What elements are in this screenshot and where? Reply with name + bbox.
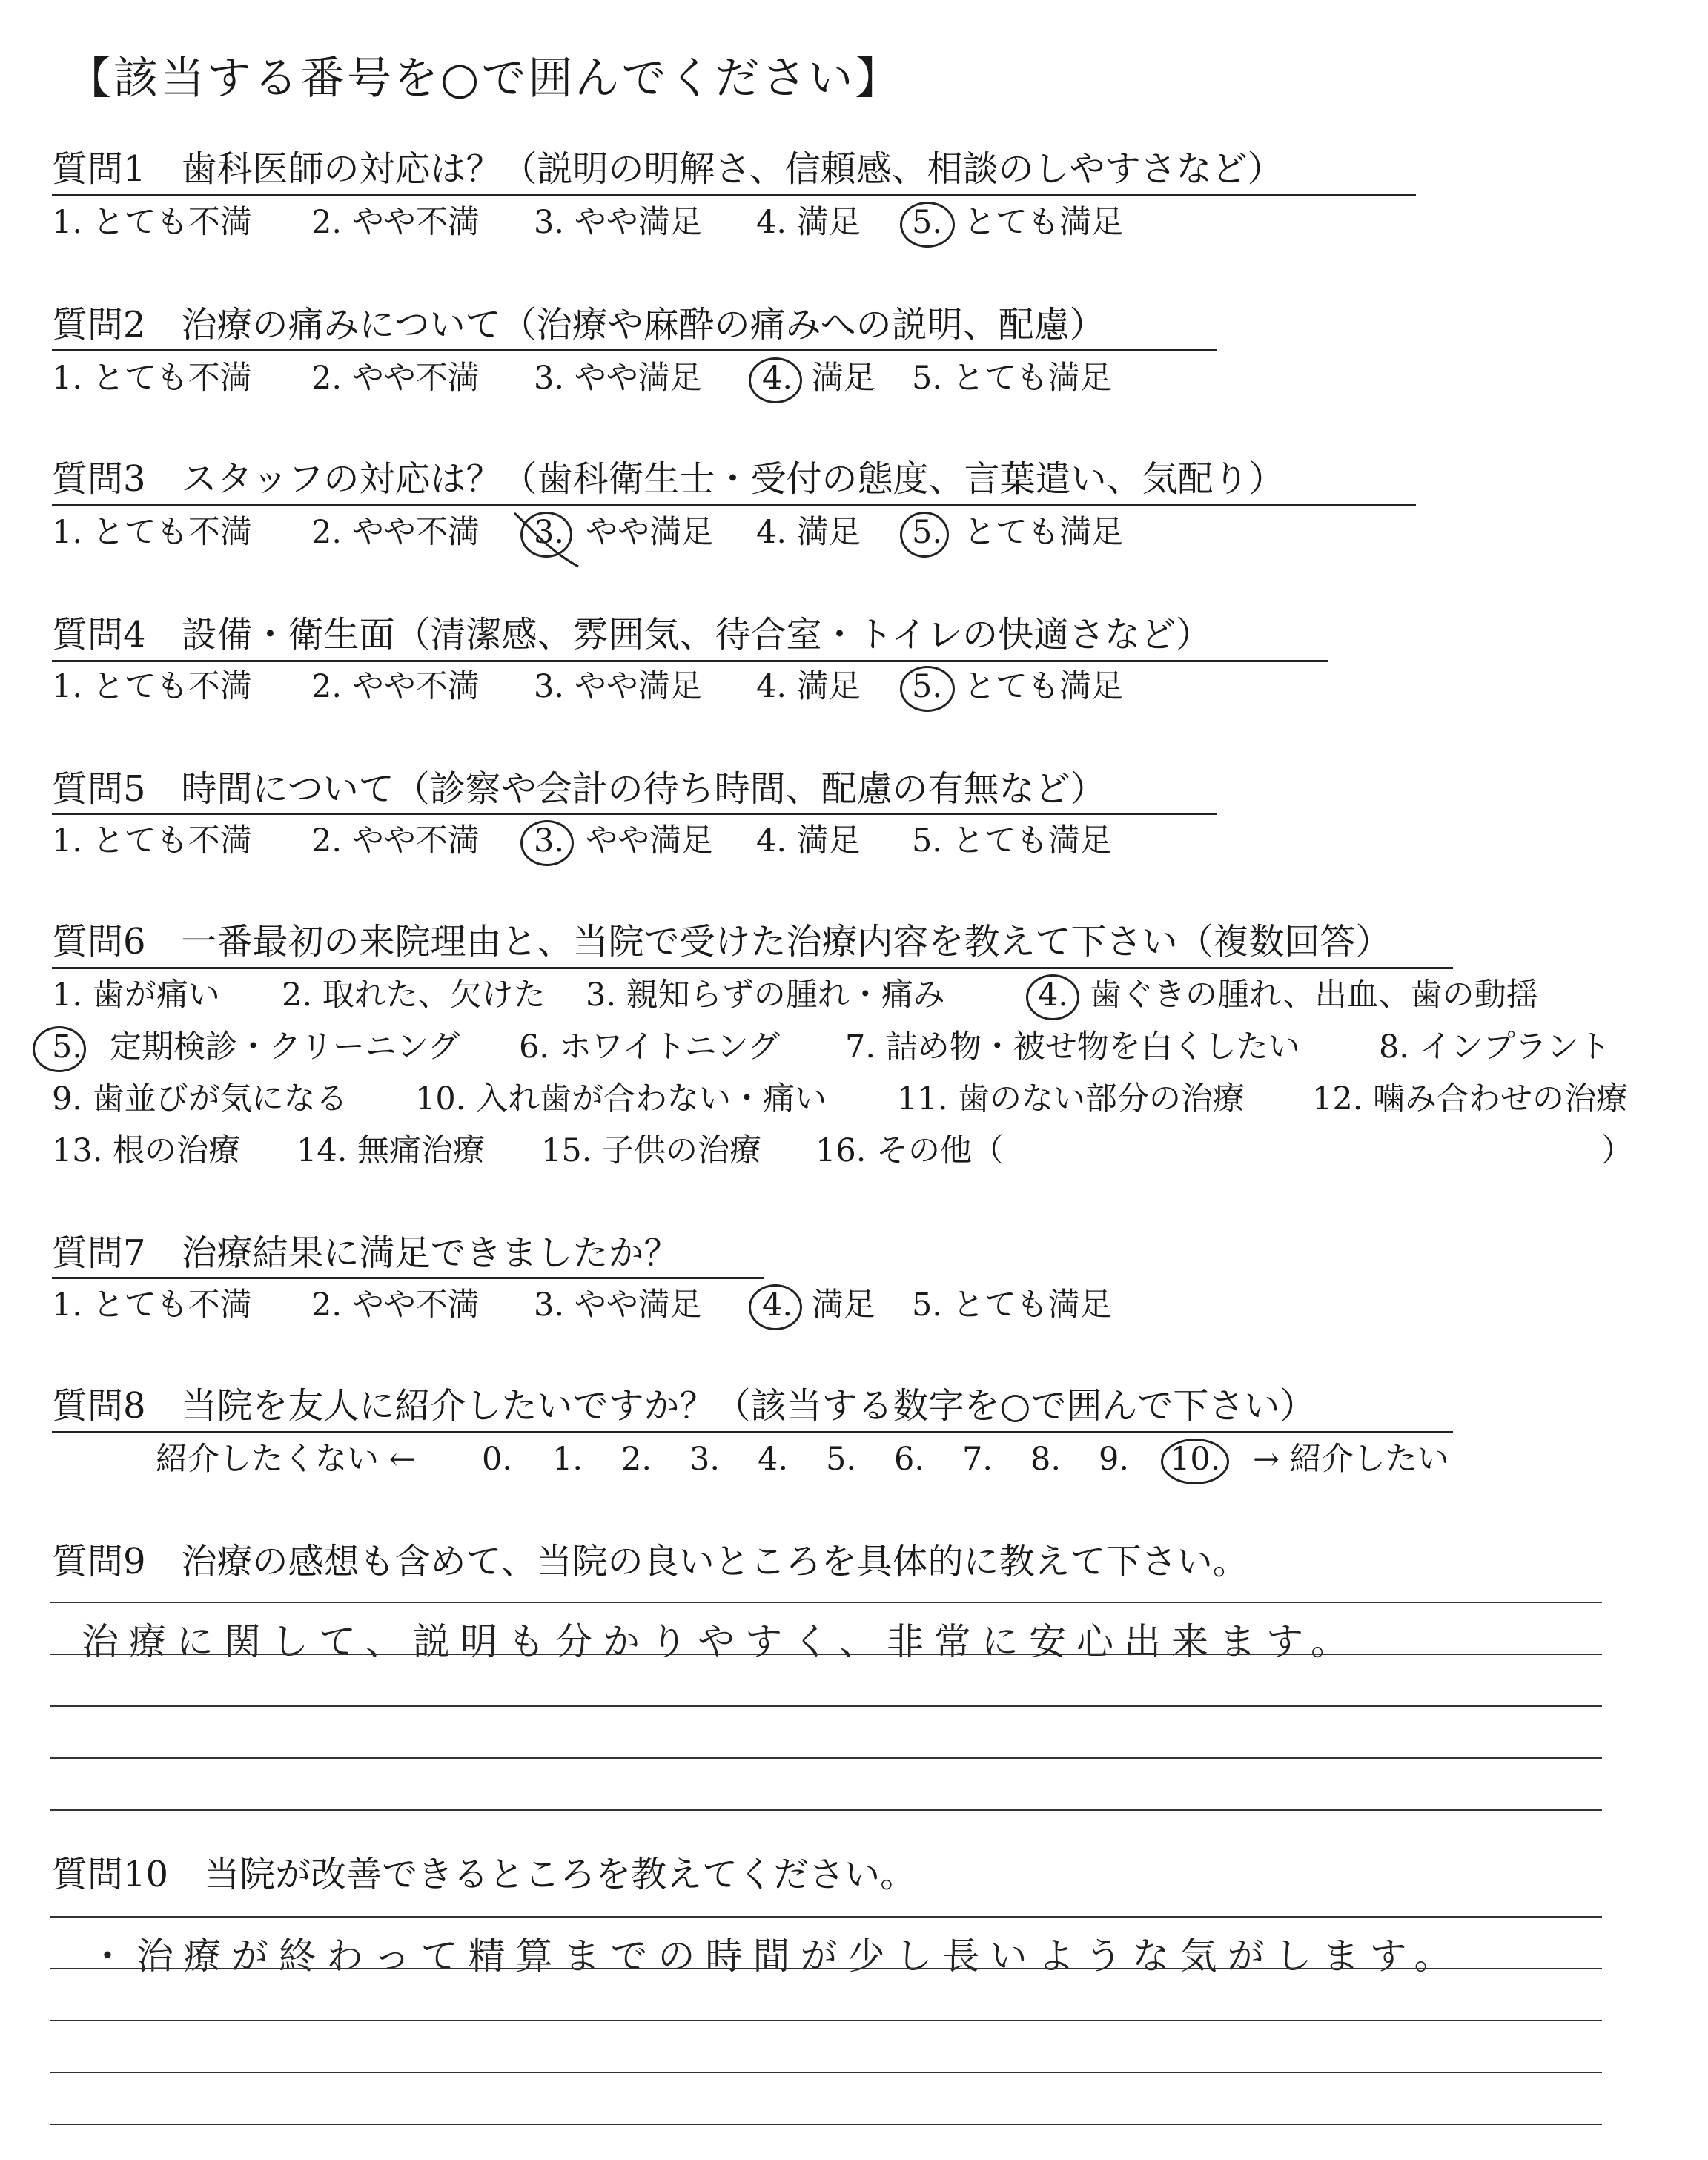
option-4-label: 満足 <box>812 360 875 397</box>
option-2[interactable]: 2. やや不満 <box>311 360 480 397</box>
option-5-label: とても満足 <box>964 514 1123 551</box>
option-2[interactable]: 2. やや不満 <box>311 1287 480 1324</box>
question-8-scale <box>0 1439 1708 1483</box>
selection-circle <box>900 666 955 712</box>
selection-circle <box>1161 1439 1229 1484</box>
option-13[interactable]: 13. 根の治療 <box>52 1132 241 1169</box>
option-12[interactable]: 12. 噛み合わせの治療 <box>1312 1080 1629 1117</box>
question-5-underline <box>52 813 1217 815</box>
question-4-heading: 質問4 設備・衛生面（清潔感、雰囲気、待合室・トイレの快適さなど） <box>52 614 1212 655</box>
option-3[interactable]: 3. <box>534 822 565 859</box>
writing-line <box>50 1602 1602 1603</box>
question-7-heading: 質問7 治療結果に満足できましたか？ <box>52 1232 680 1274</box>
question-1-options <box>0 202 1708 246</box>
option-4[interactable]: 4. <box>1038 977 1069 1014</box>
scale-1[interactable]: 1. <box>552 1441 583 1478</box>
question-10-heading: 質問10 当院が改善できるところを教えてください。 <box>52 1854 916 1895</box>
scale-right-label: → 紹介したい <box>1253 1441 1449 1478</box>
option-1[interactable]: 1. とても不満 <box>52 668 252 705</box>
option-5[interactable]: 5. <box>912 668 943 705</box>
question-4-underline <box>52 660 1328 662</box>
option-4[interactable]: 4. 満足 <box>756 668 861 705</box>
option-1[interactable]: 1. とても不満 <box>52 822 252 859</box>
strike-mark <box>512 509 593 571</box>
question-3-options <box>0 512 1708 571</box>
option-3[interactable]: 3. やや満足 <box>534 204 702 241</box>
option-2[interactable]: 2. やや不満 <box>311 204 480 241</box>
scale-9[interactable]: 9. <box>1099 1441 1130 1478</box>
writing-line <box>50 1916 1602 1918</box>
writing-line <box>50 1968 1602 1969</box>
writing-line <box>50 2124 1602 2125</box>
question-1-underline <box>52 194 1416 196</box>
option-5[interactable]: 5. とても満足 <box>912 360 1112 397</box>
handwritten-answer[interactable]: ・治療が終わって精算までの時間が少し長いような気がします。 <box>89 1935 1462 1978</box>
option-15[interactable]: 15. 子供の治療 <box>541 1132 762 1169</box>
selection-circle <box>520 820 574 866</box>
writing-line <box>50 1809 1602 1811</box>
selection-circle <box>900 512 949 558</box>
scale-6[interactable]: 6. <box>894 1441 925 1478</box>
handwritten-answer[interactable]: 治療に関して、説明も分かりやすく、非常に安心出来ます。 <box>82 1620 1358 1663</box>
option-1[interactable]: 1. とても不満 <box>52 204 252 241</box>
question-2-heading: 質問2 治療の痛みについて（治療や麻酔の痛みへの説明、配慮） <box>52 304 1105 346</box>
question-8-underline <box>52 1431 1453 1433</box>
option-5[interactable]: 5. とても満足 <box>912 1287 1112 1324</box>
other-close-paren: ） <box>1601 1132 1633 1169</box>
question-9-heading: 質問9 治療の感想も含めて、当院の良いところを具体的に教えて下さい。 <box>52 1541 1248 1582</box>
scale-3[interactable]: 3. <box>689 1441 721 1478</box>
option-11[interactable]: 11. 歯のない部分の治療 <box>897 1080 1245 1117</box>
option-2[interactable]: 2. やや不満 <box>311 514 480 551</box>
option-4-label: 歯ぐきの腫れ、出血、歯の動揺 <box>1090 977 1538 1014</box>
option-5[interactable]: 5. とても満足 <box>912 822 1112 859</box>
option-2[interactable]: 2. やや不満 <box>311 822 480 859</box>
question-3-heading: 質問3 スタッフの対応は？（歯科衛生士・受付の態度、言葉遣い、気配り） <box>52 458 1285 500</box>
option-5[interactable]: 5. <box>912 204 943 241</box>
scale-7[interactable]: 7. <box>962 1441 993 1478</box>
selection-circle <box>1026 974 1079 1020</box>
question-2-underline <box>52 349 1217 351</box>
question-6-heading: 質問6 一番最初の来院理由と、当院で受けた治療内容を教えて下さい（複数回答） <box>52 921 1391 962</box>
scale-left-label: 紹介したくない ← <box>156 1441 416 1478</box>
option-6[interactable]: 6. ホワイトニング <box>519 1028 780 1066</box>
option-8[interactable]: 8. インプラント <box>1379 1028 1611 1066</box>
option-3-label: やや満足 <box>586 514 713 551</box>
scale-2[interactable]: 2. <box>621 1441 652 1478</box>
page-title: 【該当する番号を○で囲んでください】 <box>67 53 902 105</box>
option-1[interactable]: 1. とても不満 <box>52 360 252 397</box>
scale-5[interactable]: 5. <box>826 1441 857 1478</box>
writing-line <box>50 2020 1602 2021</box>
option-4[interactable]: 4. 満足 <box>756 514 861 551</box>
option-2[interactable]: 2. やや不満 <box>311 668 480 705</box>
question-6-options <box>0 974 1708 1197</box>
writing-line <box>50 1705 1602 1707</box>
option-5-label: とても満足 <box>964 668 1123 705</box>
option-4[interactable]: 4. 満足 <box>756 822 861 859</box>
scale-4[interactable]: 4. <box>758 1441 789 1478</box>
option-5[interactable]: 5. <box>52 1028 83 1066</box>
option-3-label: やや満足 <box>586 822 713 859</box>
option-3[interactable]: 3. 親知らずの腫れ・痛み <box>586 977 945 1014</box>
selection-circle <box>33 1026 86 1072</box>
question-2-options <box>0 357 1708 402</box>
writing-line <box>50 1654 1602 1655</box>
question-3-underline <box>52 504 1416 506</box>
question-7-options <box>0 1284 1708 1329</box>
option-3[interactable]: 3. やや満足 <box>534 1287 702 1324</box>
option-1[interactable]: 1. とても不満 <box>52 514 252 551</box>
option-4[interactable]: 4. <box>762 360 793 397</box>
option-4[interactable]: 4. <box>762 1287 793 1324</box>
selection-circle <box>749 357 802 403</box>
question-8-heading: 質問8 当院を友人に紹介したいですか？（該当する数字を○で囲んで下さい） <box>52 1385 1316 1427</box>
option-3[interactable]: 3. やや満足 <box>534 360 702 397</box>
question-5-heading: 質問5 時間について（診察や会計の待ち時間、配慮の有無など） <box>52 768 1106 810</box>
question-4-options <box>0 666 1708 710</box>
question-1-heading: 質問1 歯科医師の対応は？（説明の明解さ、信頼感、相談のしやすさなど） <box>52 148 1283 190</box>
option-3[interactable]: 3. <box>534 514 565 551</box>
option-1[interactable]: 1. とても不満 <box>52 1287 252 1324</box>
option-4-label: 満足 <box>812 1287 875 1324</box>
option-2[interactable]: 2. 取れた、欠けた <box>282 977 546 1014</box>
option-5-label: 定期検診・クリーニング <box>110 1028 460 1066</box>
writing-line <box>50 2072 1602 2073</box>
option-16[interactable]: 16. その他（ <box>815 1132 1004 1169</box>
scale-10[interactable]: 10. <box>1170 1441 1221 1478</box>
scale-8[interactable]: 8. <box>1030 1441 1062 1478</box>
option-7[interactable]: 7. 詰め物・被せ物を白くしたい <box>845 1028 1300 1066</box>
option-4[interactable]: 4. 満足 <box>756 204 861 241</box>
option-5[interactable]: 5. <box>912 514 943 551</box>
question-6-underline <box>52 967 1453 969</box>
option-14[interactable]: 14. 無痛治療 <box>297 1132 486 1169</box>
selection-circle <box>749 1284 802 1330</box>
option-3[interactable]: 3. やや満足 <box>534 668 702 705</box>
question-7-underline <box>52 1277 764 1279</box>
option-5-label: とても満足 <box>964 204 1123 241</box>
question-5-options <box>0 820 1708 865</box>
selection-circle <box>900 202 955 248</box>
writing-line <box>50 1757 1602 1759</box>
scale-0[interactable]: 0. <box>482 1441 513 1478</box>
option-1[interactable]: 1. 歯が痛い <box>52 977 220 1014</box>
option-9[interactable]: 9. 歯並びが気になる <box>52 1080 348 1117</box>
option-10[interactable]: 10. 入れ歯が合わない・痛い <box>415 1080 827 1117</box>
